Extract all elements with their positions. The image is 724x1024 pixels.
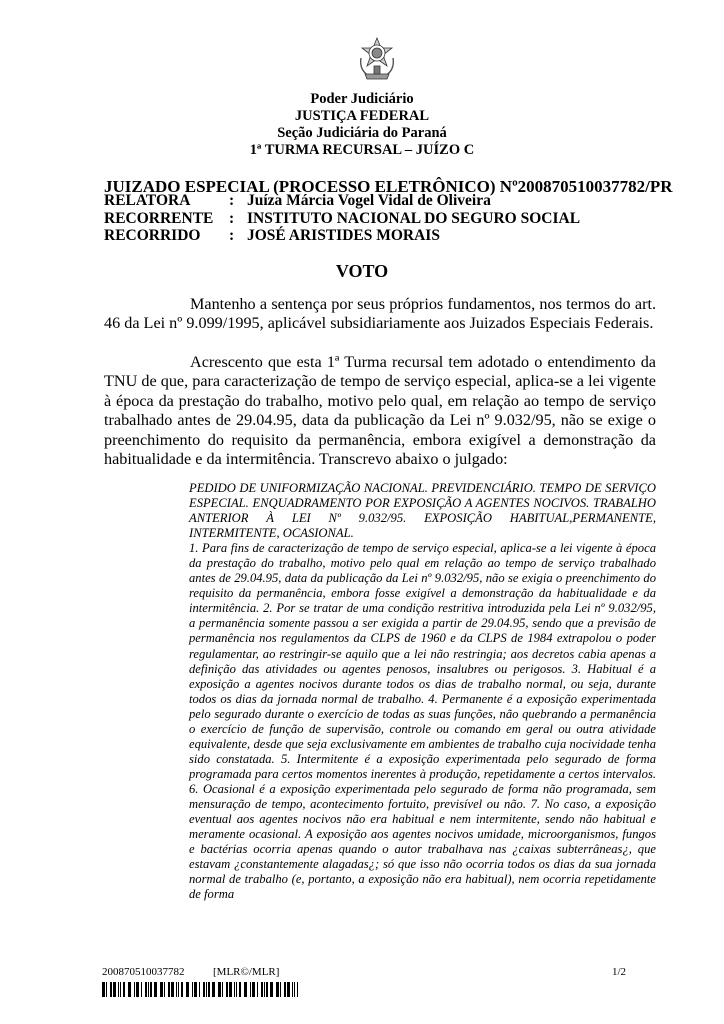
footer-initials: [MLR©/MLR] [213, 966, 280, 978]
header-federal-justice: JUSTIÇA FEDERAL [294, 108, 430, 124]
quote-body: 1. Para fins de caracterização de tempo de serviço especial, aplica-se a lei vigente à época da prestação do trabalho, motivo pelo qual em relação ao tempo de serviço trabalhado antes de 29.04.95, data da publicação da Lei nº 9.032/95, não se exigia o preenchimento do requisito da permanência, embora fosse exigível a demonstração da habitualidade e da intermitência. 2. Por se tratar de uma condição restritiva introduzida pela Lei nº 9.032/95, a permanência somente passou a ser exigida a partir de 29.04.95, sendo que a previsão de permanência nos regulamentos da CLPS de 1960 e da CLPS de 1984 extrapolou o poder regulamentar, ao restringir-se aquilo que a lei não restringia; aos decretos cabia apenas a definição das atividades ou agentes penosos, insalubres ou perigosos. 3. Habitual é a exposição a agentes nocivos durante todos os dias de trabalho normal, ou seja, durante todos os dias da jornada normal de trabalho. 4. Permanente é a exposição experimentada pelo segurado durante o exercício de todas as suas funções, não quebrando a permanência o exercício de função de supervisão, controle ou comando em geral ou outra atividade equivalente, desde que seja exclusivamente em ambientes de trabalho cuja nocividade tenha sido constatada. 5. Intermitente é a exposição experimentada pelo segurado de forma programada para certos momentos inerentes à produção, repetidamente a certos intervalos. 6. Ocasional é a exposição experimentada pelo segurado de forma não programada, sem mensuração de tempo, acontecimento fortuito, previsível ou não. 7. No caso, a exposição eventual aos agentes nocivos não era habitual e nem intermitente, sendo não habitual e meramente ocasional. A exposição aos agentes nocivos umidade, microorganismos, fungos e bactérias ocorria apenas quando o autor trabalhava nas ¿caixas subterrâneas¿, que estavam ¿constantemente alagadas¿; só que isso não ocorria todos os dias da sua jornada normal de trabalho (e, portanto, a exposição não era habitual), nem ocorria repetidamente de forma [189, 541, 656, 902]
party-value: Juíza Márcia Vogel Vidal de Oliveira [247, 192, 491, 209]
quote-heading: PEDIDO DE UNIFORMIZAÇÃO NACIONAL. PREVIDENCIÁRIO. TEMPO DE SERVIÇO ESPECIAL. ENQUADRAMENTO POR EXPOSIÇÃO A AGENTES NOCIVOS. TRABALHO ANTERIOR À LEI Nº 9.032/95. EXPOSIÇÃO HABITUAL,PERMANENTE, INTERMITENTE, OCASIONAL. [189, 481, 656, 541]
body-paragraph-1 [104, 295, 656, 334]
paragraph-text: Mantenho a sentença por seus próprios fundamentos, nos termos do art. 46 da Lei nº 9.099/1995, aplicável subsidiariamente aos Juizados Especiais Federais. [104, 295, 656, 333]
party-separator: : [229, 192, 235, 209]
footer-page-number: 1/2 [612, 966, 627, 978]
body-paragraph-2 [104, 353, 656, 469]
party-separator: : [229, 227, 235, 244]
coat-of-arms-icon [357, 36, 397, 84]
header-judiciary: Poder Judiciário [310, 91, 414, 107]
party-value: JOSÉ ARISTIDES MORAIS [247, 227, 440, 244]
paragraph-text: Acrescento que esta 1ª Turma recursal tem adotado o entendimento da TNU de que, para caracterização de tempo de serviço especial, aplica-se a lei vigente à época da prestação do trabalho, motivo pelo qual, em relação ao tempo de serviço trabalhado antes de 29.04.95, data da publicação da Lei nº 9.032/95, não se exige o preenchimento do requisito da permanência, embora exigível a demonstração da habitualidade e da intermitência. Transcrevo abaixo o julgado: [104, 353, 656, 469]
footer-doc-number: 200870510037782 [102, 966, 185, 978]
party-label: RELATORA [104, 192, 191, 209]
process-title: JUIZADO ESPECIAL (PROCESSO ELETRÔNICO) Nº200870510037782/PR [104, 177, 673, 196]
party-value: INSTITUTO NACIONAL DO SEGURO SOCIAL [247, 210, 581, 227]
header-appeal-panel: 1ª TURMA RECURSAL – JUÍZO C [249, 142, 475, 158]
party-separator: : [229, 210, 235, 227]
quoted-judgment [189, 481, 656, 902]
vote-title: VOTO [335, 261, 389, 281]
party-label: RECORRENTE [104, 210, 214, 227]
header-judicial-section: Seção Judiciária do Paraná [277, 125, 447, 141]
barcode-icon [102, 982, 298, 997]
party-label: RECORRIDO [104, 227, 201, 244]
